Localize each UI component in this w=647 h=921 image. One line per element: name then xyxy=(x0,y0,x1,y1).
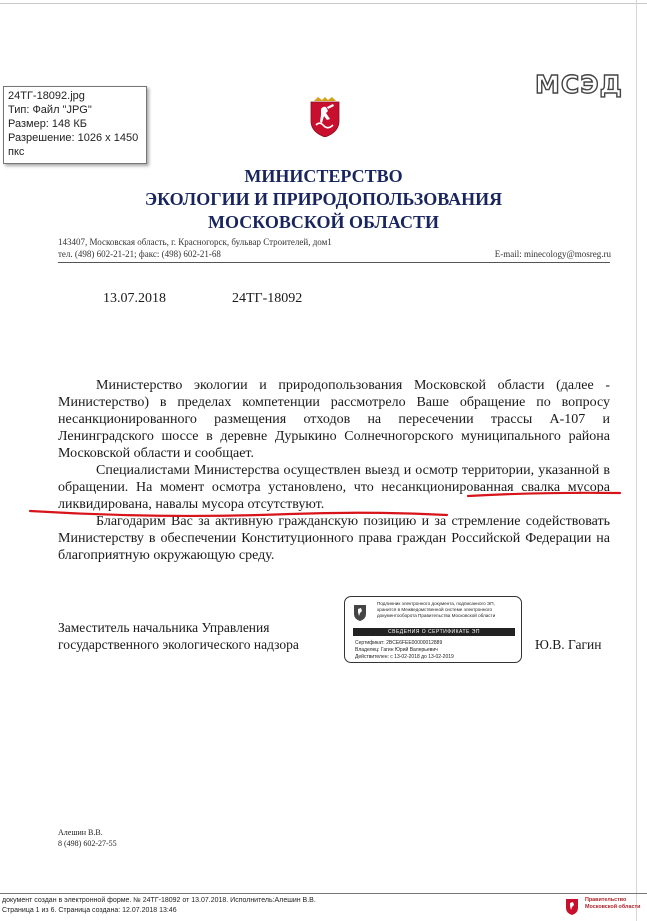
footer-page-info: Страница 1 из 6. Страница создана: 12.07.2018 13:46 xyxy=(2,907,177,914)
ministry-title-line2: ЭКОЛОГИИ И ПРИРОДОПОЛЬЗОВАНИЯ xyxy=(144,189,503,209)
ministry-title-line3: МОСКОВСКОЙ ОБЛАСТИ xyxy=(208,212,439,232)
file-info-tooltip xyxy=(3,86,147,164)
footer-organization xyxy=(585,897,640,911)
email-line: E-mail: minecology@mosreg.ru xyxy=(494,249,611,259)
tooltip-resolution: Разрешение: 1026 x 1450 xyxy=(8,132,139,144)
stamp-header-line1: Подлинник электронного документа, подписанного ЭП, xyxy=(377,601,495,606)
page-right-edge xyxy=(636,0,637,921)
stamp-header xyxy=(377,601,519,619)
footer-emblem-icon xyxy=(565,897,579,915)
tooltip-size: Размер: 148 КБ xyxy=(8,118,87,130)
phone-fax-line: тел. (498) 602-21-21; факс: (498) 602-21-68 xyxy=(58,249,221,259)
stamp-certificate-heading: СВЕДЕНИЯ О СЕРТИФИКАТЕ ЭП xyxy=(353,628,515,636)
stamp-emblem-icon xyxy=(353,603,367,621)
stamp-owner: Владелец: Гагин Юрий Валерьевич xyxy=(355,647,438,653)
footer-org-line2: Московской области xyxy=(585,904,641,910)
footer-org-line1: Правительство xyxy=(585,897,627,903)
letter-date: 13.07.2018 xyxy=(103,291,166,306)
footer-divider xyxy=(0,893,647,894)
stamp-header-line2: хранится в Межведомственной системе электронного xyxy=(377,607,493,612)
body-paragraph-3: Благодарим Вас за активную гражданскую позицию и за стремление содействовать Министерству в обеспечении Конституционного права граждан Российской Федерации на благоприятную окружающую среду. xyxy=(58,514,610,563)
letter-number: 24ТГ-18092 xyxy=(232,291,303,306)
coat-of-arms-icon xyxy=(310,97,340,137)
executor-phone: 8 (498) 602-27-55 xyxy=(58,839,117,848)
letter-body xyxy=(58,377,610,564)
address-line: 143407, Московская область, г. Красногорск, бульвар Строителей, дом1 xyxy=(58,237,332,247)
executor-name: Алешин В.В. xyxy=(58,828,103,837)
tooltip-filename: 24ТГ-18092.jpg xyxy=(8,90,85,102)
ministry-title-line1: МИНИСТЕРСТВО xyxy=(244,166,403,186)
tooltip-type: Тип: Файл "JPG" xyxy=(8,104,92,116)
signatory-name: Ю.В. Гагин xyxy=(535,637,602,652)
stamp-header-line3: документооборота Правительства Московской области xyxy=(377,613,496,618)
body-paragraph-2: Специалистами Министерства осуществлен выезд и осмотр территории, указанной в обращении. На момент осмотра установлено, что несанкционированная свалка мусора ликвидирована, навалы мусора отсутствуют. xyxy=(58,463,610,512)
tooltip-unit: пкс xyxy=(8,146,25,158)
e-signature-stamp xyxy=(344,596,522,663)
signatory-position-line2: государственного экологического надзора xyxy=(58,637,299,652)
footer-document-info: документ создан в электронной форме. № 24ТГ-18092 от 13.07.2018. Исполнитель:Алешин В.В. xyxy=(2,897,316,904)
top-border xyxy=(0,3,647,4)
header-divider xyxy=(58,262,610,263)
body-paragraph-1: Министерство экологии и природопользования Московской области (далее - Министерство) в пределах компетенции рассмотрело Ваше обращение по вопросу несанкционированного размещения отходов на пересечении трассы А-107 и Ленинградского шоссе в деревне Дурыкино Солнечногорского муниципального района Московской области и сообщает. xyxy=(58,378,610,461)
msed-watermark: МСЭД xyxy=(535,70,623,99)
signatory-position xyxy=(58,619,299,653)
stamp-certificate-number: Сертификат: 2BCE6FEE00000012889 xyxy=(355,640,443,646)
signatory-position-line1: Заместитель начальника Управления xyxy=(58,620,270,635)
stamp-validity: Действителен: с 13-02-2018 до 13-02-2019 xyxy=(355,654,454,660)
